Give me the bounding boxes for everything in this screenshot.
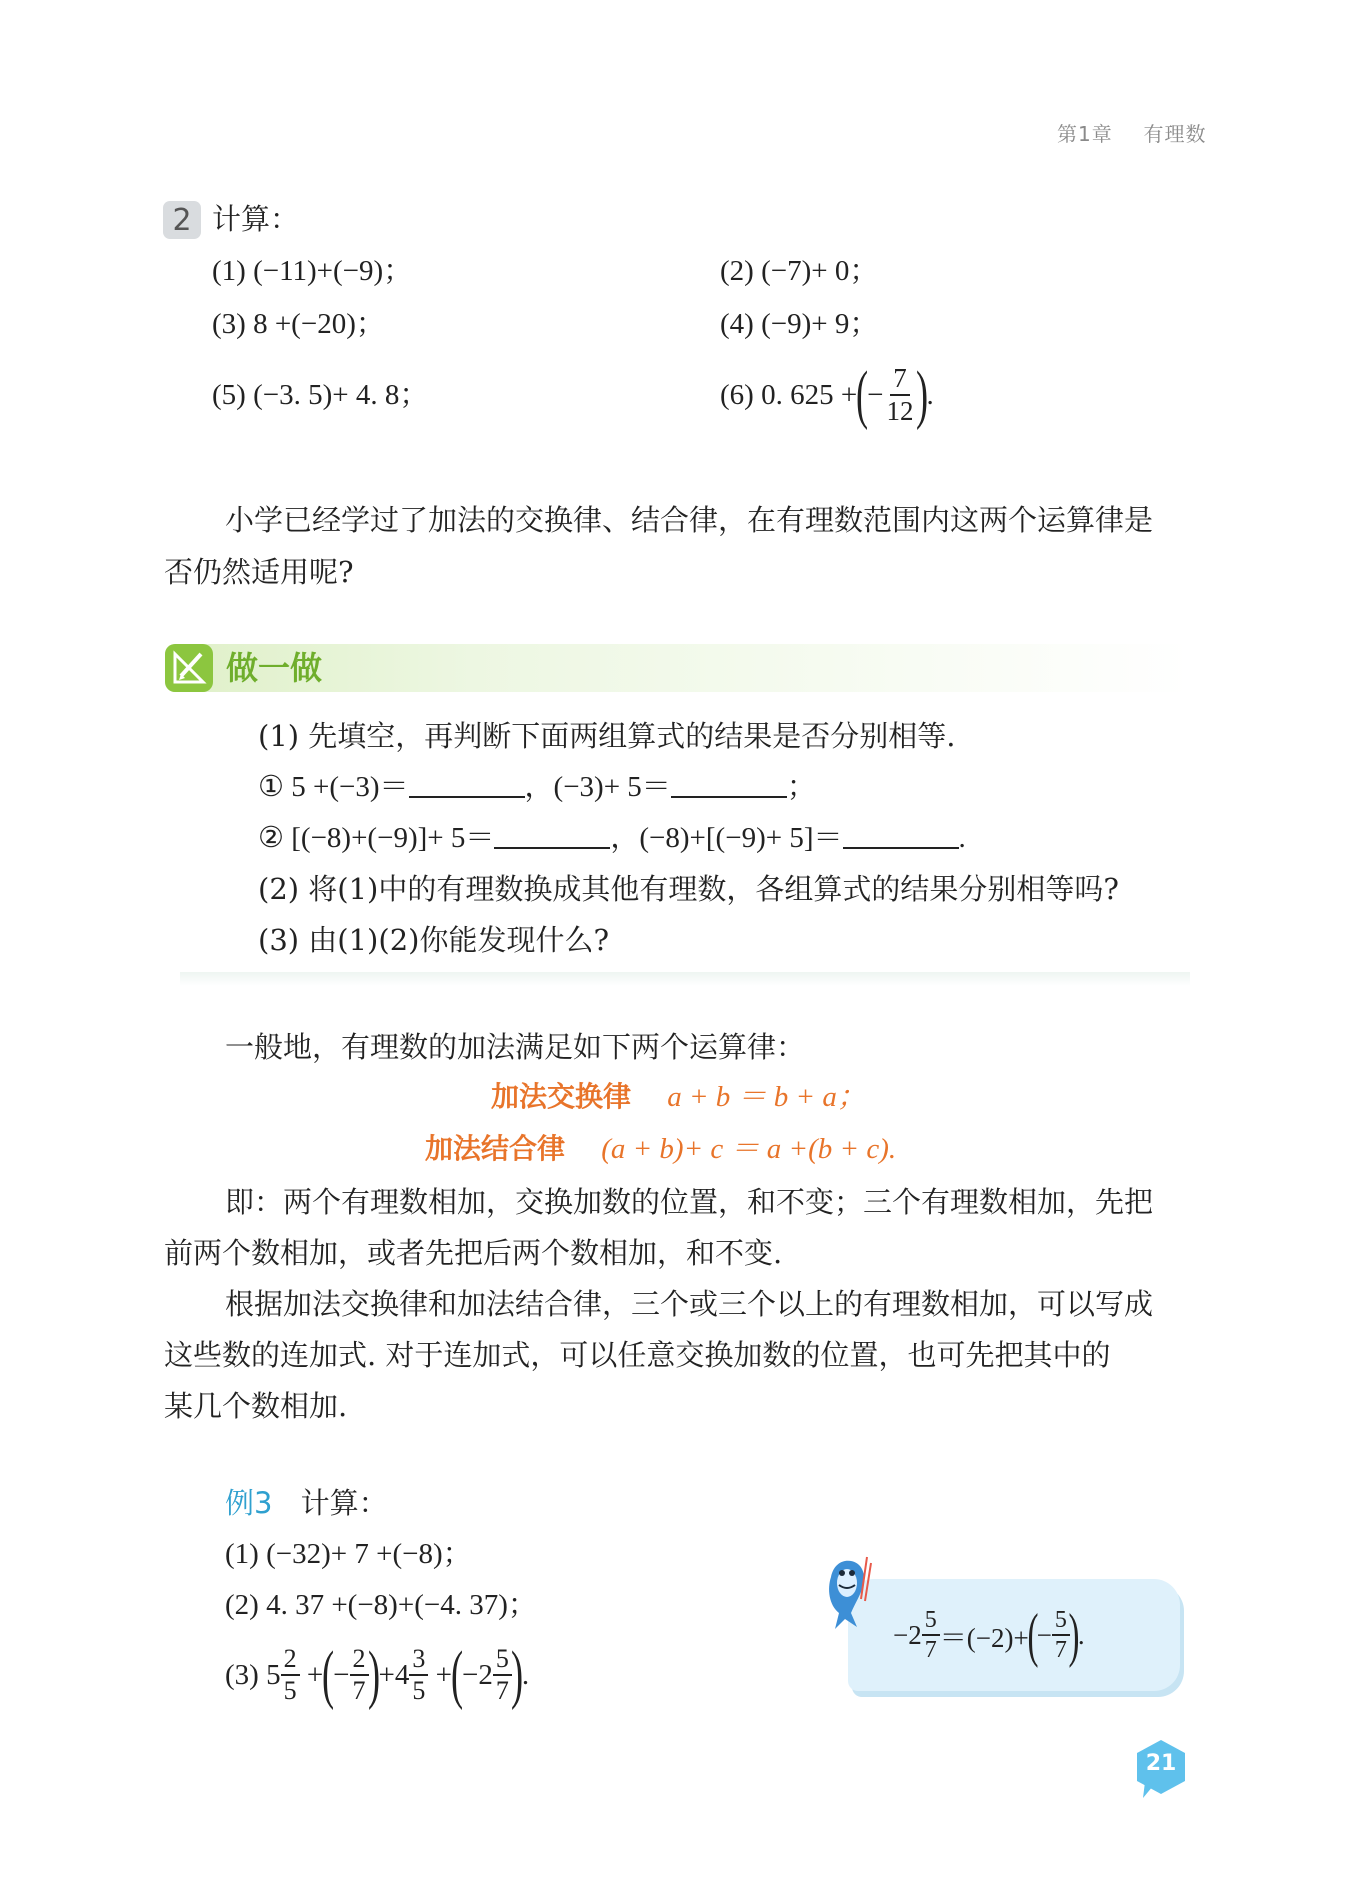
- explain-line-2: 前两个数相加，或者先把后两个数相加，和不变.: [164, 1236, 783, 1270]
- tip-formula: −2 $\frac{5}{7}$ ＝(−2)+ ( − $\frac{5}{7}$ ) .: [893, 1602, 1085, 1668]
- exercise-number-badge: 2: [163, 201, 201, 239]
- fraction: $\frac{2}{7}$: [350, 1646, 369, 1704]
- fraction: $\frac{5}{7}$: [922, 1608, 940, 1662]
- fraction: $\frac{5}{7}$: [1052, 1608, 1070, 1662]
- activity-q2: (2) 将(1)中的有理数换成其他有理数，各组算式的结果分别相等吗?: [258, 872, 1119, 906]
- exercise-item-6: (6) 0. 625 + ( − $\frac{7}{12}$ ) .: [720, 358, 934, 431]
- exercise-item-1: (1) (−11)+(−9)；: [212, 255, 413, 287]
- activity-row-2: ② [(−8)+(−9)]+ 5＝ ，(−8)+[(−9)+ 5]＝ .: [258, 813, 966, 863]
- para2-line-2: 这些数的连加式. 对于连加式，可以任意交换加数的位置，也可先把其中的: [164, 1338, 1111, 1372]
- exercise-item-3: (3) 8 +(−20)；: [212, 308, 385, 340]
- intro-line-2: 否仍然适用呢?: [164, 555, 354, 589]
- pencil-ruler-icon: [165, 644, 213, 692]
- fraction: $\frac{5}{7}$: [493, 1646, 512, 1704]
- law-associative: 加法结合律 (a + b)+ c ＝ a +(b + c).: [425, 1132, 897, 1165]
- example-item-3: (3) 5 $\frac{2}{5}$ + ( − $\frac{2}{7}$ ) + 4 $\frac{3}{5}$ + ( − 2 $\frac{5}{7}$ ) .: [225, 1638, 530, 1711]
- example-label: 例3: [225, 1486, 273, 1520]
- dolphin-icon: [815, 1553, 881, 1639]
- activity-q1: (1) 先填空，再判断下面两组算式的结果是否分别相等.: [258, 719, 956, 753]
- fraction: $\frac{2}{5}$: [281, 1646, 300, 1704]
- fraction: $\frac{7}{12}$: [886, 363, 914, 426]
- example-heading: [225, 1478, 388, 1533]
- exercise-item-2: (2) (−7)+ 0；: [720, 255, 879, 287]
- answer-blank[interactable]: [409, 762, 525, 798]
- chapter-title: 有理数: [1143, 122, 1207, 146]
- fraction: $\frac{3}{5}$: [409, 1646, 428, 1704]
- activity-title: 做一做: [226, 649, 323, 687]
- running-header: [1057, 118, 1206, 147]
- answer-blank[interactable]: [494, 813, 610, 849]
- example-item-1: (1) (−32)+ 7 +(−8)；: [225, 1538, 472, 1570]
- activity-row-1: ① 5 +(−3)＝ ，(−3)+ 5＝ ；: [258, 762, 816, 812]
- right-paren: ): [915, 358, 928, 431]
- page-number-badge: [1131, 1738, 1191, 1800]
- explain-line-1: 即：两个有理数相加，交换加数的位置，和不变；三个有理数相加，先把: [225, 1185, 1154, 1219]
- left-paren: (: [856, 358, 869, 431]
- para2-line-3: 某几个数相加.: [164, 1389, 348, 1423]
- example-title: 计算：: [300, 1486, 388, 1520]
- laws-intro: 一般地，有理数的加法满足如下两个运算律：: [225, 1030, 806, 1064]
- answer-blank[interactable]: [671, 762, 787, 798]
- page-number: 21: [1145, 1751, 1177, 1776]
- exercise-title: 计算：: [212, 202, 300, 236]
- exercise-item-4: (4) (−9)+ 9；: [720, 308, 879, 340]
- intro-line-1: 小学已经学过了加法的交换律、结合律，在有理数范围内这两个运算律是: [225, 503, 1154, 537]
- example-item-2: (2) 4. 37 +(−8)+(−4. 37)；: [225, 1589, 537, 1621]
- exercise-item-5: (5) (−3. 5)+ 4. 8；: [212, 379, 429, 411]
- activity-panel-shadow: [180, 972, 1190, 986]
- activity-q3: (3) 由(1)(2)你能发现什么?: [258, 923, 610, 957]
- chapter-number: 第1章: [1057, 122, 1113, 146]
- para2-line-1: 根据加法交换律和加法结合律，三个或三个以上的有理数相加，可以写成: [225, 1287, 1154, 1321]
- answer-blank[interactable]: [843, 813, 959, 849]
- law-commutative: 加法交换律 a + b ＝ b + a；: [491, 1080, 866, 1113]
